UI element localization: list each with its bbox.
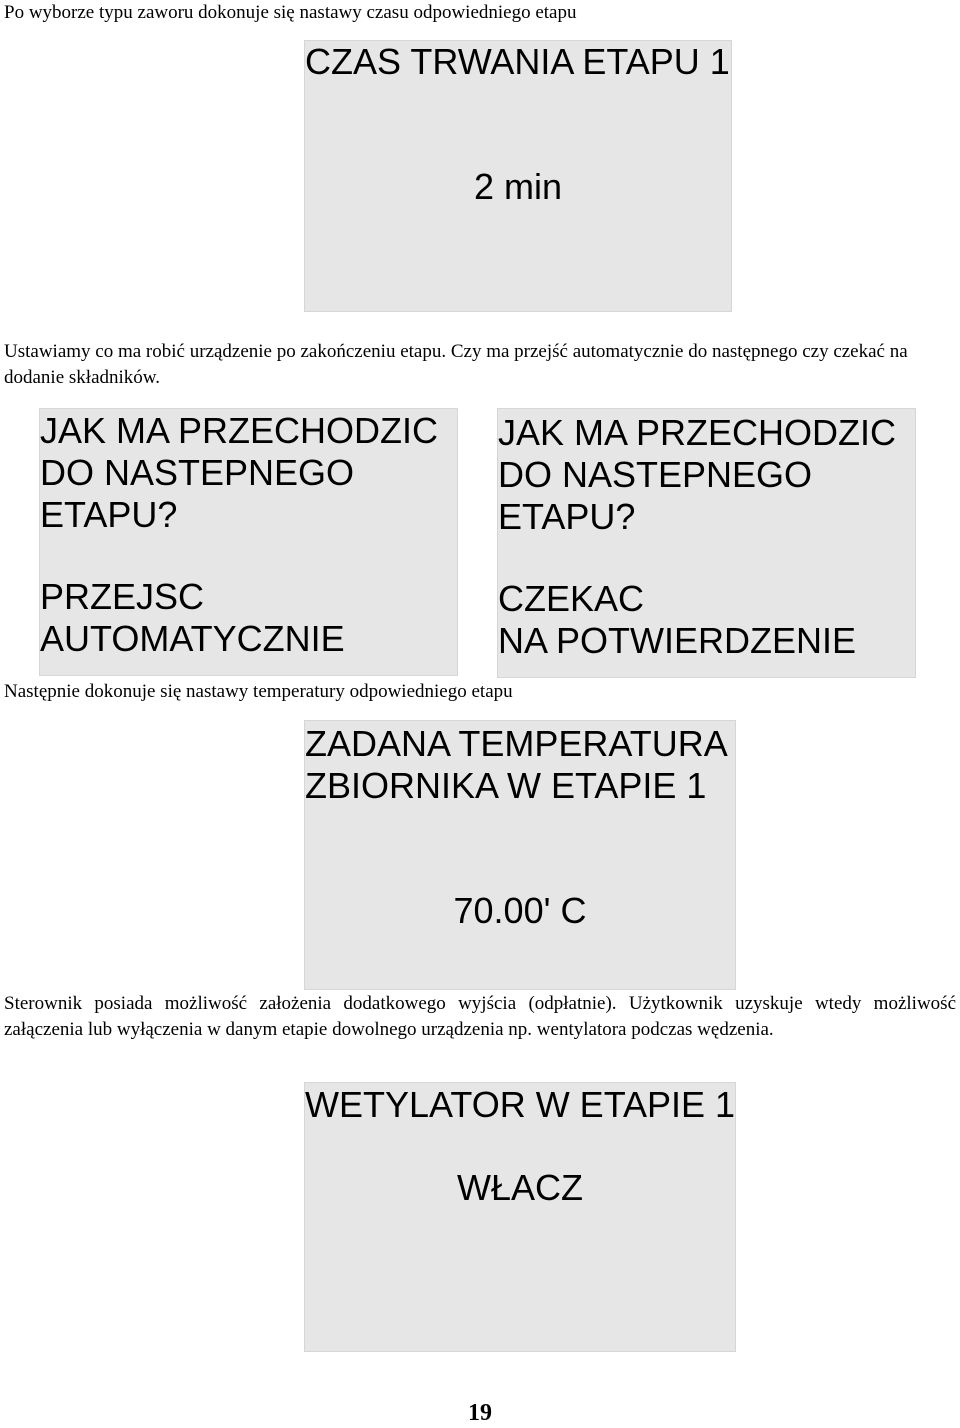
transition-wait-question-line1: JAK MA PRZECHODZIC (498, 412, 897, 453)
transition-auto-question-line2: DO NASTEPNEGO (40, 452, 355, 493)
transition-wait-option-line1: CZEKAC (498, 578, 645, 619)
transition-wait-question-line2: DO NASTEPNEGO (498, 454, 813, 495)
temperature-title-line1: ZADANA TEMPERATURA (305, 723, 728, 764)
transition-auto-option-line2: AUTOMATYCZNIE (40, 618, 345, 659)
stage-time-value: 2 min (473, 166, 563, 207)
temperature-title-line2: ZBIORNIKA W ETAPIE 1 (305, 765, 707, 806)
transition-wait-question-line3: ETAPU? (498, 496, 636, 537)
transition-auto-option-line1: PRZEJSC (40, 576, 205, 617)
fan-screen (304, 1082, 736, 1352)
temperature-paragraph: Następnie dokonuje się nastawy temperatury odpowiedniego etapu (4, 681, 513, 702)
fan-title: WETYLATOR W ETAPIE 1 (305, 1084, 736, 1125)
page-number: 19 (468, 1400, 492, 1426)
temperature-value: 70.00' C (453, 890, 587, 931)
transition-wait-option-line2: NA POTWIERDZENIE (498, 620, 857, 661)
transition-paragraph: Ustawiamy co ma robić urządzenie po zakończeniu etapu. Czy ma przejść automatycznie do następnego czy czekać na dodanie składników. (4, 341, 908, 388)
transition-auto-screen (39, 408, 458, 676)
transition-auto-question-line1: JAK MA PRZECHODZIC (40, 410, 439, 451)
intro-paragraph: Po wyborze typu zaworu dokonuje się nastawy czasu odpowiedniego etapu (4, 2, 577, 23)
temperature-screen (304, 720, 736, 990)
transition-auto-question-line3: ETAPU? (40, 494, 178, 535)
transition-wait-screen (497, 408, 916, 678)
output-paragraph: Sterownik posiada możliwość założenia dodatkowego wyjścia (odpłatnie). Użytkownik uzyskuje wtedy możliwość załączenia lub wyłączenia w danym etapie dowolnego urządzenia np. wentylatora podczas wędzenia. (4, 993, 956, 1040)
stage-time-title: CZAS TRWANIA ETAPU 1 (305, 41, 730, 82)
stage-time-screen (304, 40, 732, 312)
fan-value: WŁACZ (457, 1167, 583, 1208)
